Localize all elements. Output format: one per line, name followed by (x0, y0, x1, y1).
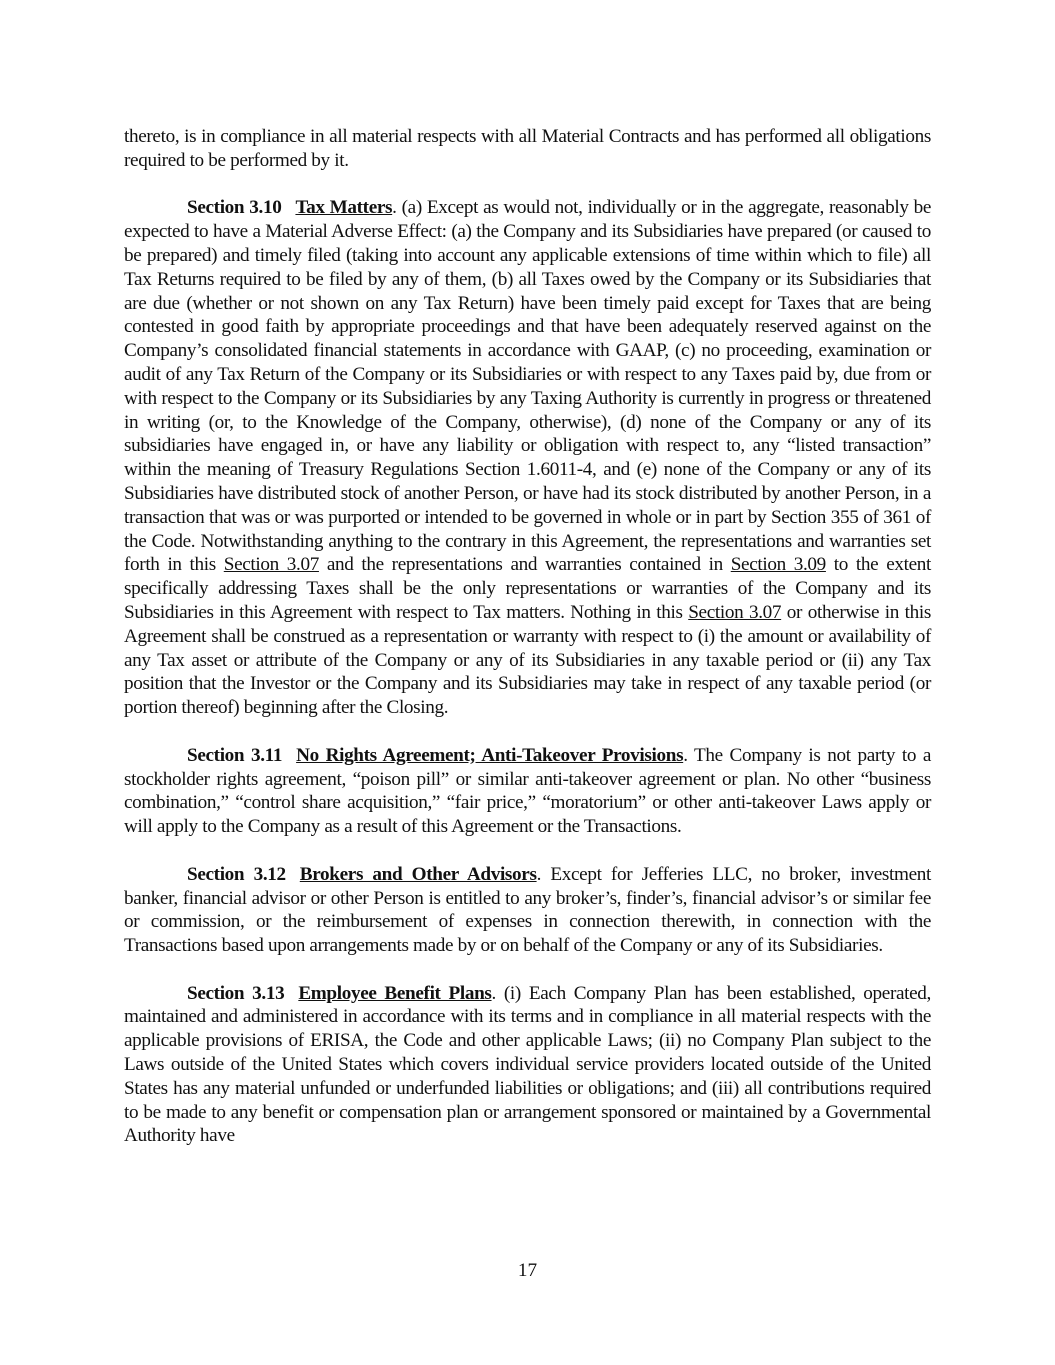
section-number: Section 3.10 (187, 197, 282, 219)
section-title: No Rights Agreement; Anti-Takeover Provisions (296, 744, 684, 766)
section-body: or otherwise in this Agreement shall be construed as a representation or warranty with respect to (i) the amount or availability of any Tax asset or attribute of the Company or any of its Subsidiaries in any taxable period or (ii) any Tax position that the Investor or the Company and its Subsidiaries may take in respect of any taxable period (or portion thereof) beginning after the Closing. (124, 601, 931, 719)
section-body: . The Company is not party to a stockholder rights agreement, “poison pill” or similar anti-takeover agreement or plan. No other “business combination,” “control share acquisition,” “fair price,” “moratorium” or other anti-takeover Laws apply or will apply to the Company as a result of this Agreement or the Transactions. (124, 744, 931, 838)
section-body: and the representations and warranties contained in (318, 554, 731, 576)
cross-reference-section-3-07[interactable]: Section 3.07 (688, 601, 782, 623)
section-title: Employee Benefit Plans (298, 982, 492, 1004)
section-3-11-no-rights-agreement (124, 744, 931, 839)
section-3-13-employee-benefit-plans (124, 982, 931, 1149)
section-3-10-tax-matters (124, 196, 931, 720)
section-body: to the extent specifically addressing Taxes shall be the only representations or warranties of the Company and its Subsidiaries in this Agreement with respect to Tax matters. Nothing in this (124, 554, 931, 623)
section-body: . (a) Except as would not, individually or in the aggregate, reasonably be expected to have a Material Adverse Effect: (a) the Company and its Subsidiaries have prepared (or caused to be prepared) and timely filed (taking into account any applicable extensions of time within which to file) all Tax Returns required to be filed by any of them, (b) all Taxes owed by the Company or its Subsidiaries that are due (whether or not shown on any Tax Return) have been timely paid except for Taxes that are being contested in good faith by appropriate proceedings and that have been adequately reserved against on the Company’s consolidated financial statements in accordance with GAAP, (c) no proceeding, examination or audit of any Tax Return of the Company or its Subsidiaries or with respect to any Taxes paid by, due from or with respect to the Company or its Subsidiaries by any Taxing Authority is currently in progress or threatened in writing (or, to the Knowledge of the Company, otherwise), (d) none of the Company or any of its subsidiaries have engaged in, or have any liability or obligation with respect to, any “listed transaction” within the meaning of Treasury Regulations Section 1.6011-4, and (e) none of the Company or any of its Subsidiaries have distributed stock of another Person, or have had its stock distributed by another Person, in a transaction that was or was purported or intended to be governed in whole or in part by Section 355 of 361 of the Code. Notwithstanding anything to the contrary in this Agreement, the representations and warranties set forth in this (124, 197, 931, 576)
section-number: Section 3.11 (187, 744, 283, 766)
section-number: Section 3.13 (187, 982, 285, 1004)
cross-reference-section-3-09[interactable]: Section 3.09 (730, 554, 826, 576)
section-body: . (i) Each Company Plan has been established, operated, maintained and administered in accordance with its terms and in compliance in all material respects with the applicable provisions of ERISA, the Code and other applicable Laws; (ii) no Company Plan subject to the Laws outside of the United States which covers individual service providers located outside of the United States has any material unfunded or underfunded liabilities or obligations; and (iii) all contributions required to be made to any benefit or compensation plan or arrangement sponsored or maintained by a Governmental Authority have (124, 982, 931, 1147)
continuation-paragraph: thereto, is in compliance in all material respects with all Material Contracts and has performed all obligations required to be performed by it. (124, 126, 931, 171)
page-number: 17 (517, 1260, 538, 1281)
cross-reference-section-3-07[interactable]: Section 3.07 (223, 554, 319, 576)
section-title: Brokers and Other Advisors (299, 863, 537, 885)
section-body: . Except for Jefferies LLC, no broker, investment banker, financial advisor or other Person is entitled to any broker’s, finder’s, financial advisor’s or similar fee or commission, or the reimbursement of expenses in connection therewith, in connection with the Transactions based upon arrangements made by or on behalf of the Company or any of its Subsidiaries. (124, 863, 931, 957)
section-number: Section 3.12 (187, 863, 286, 885)
section-title: Tax Matters (295, 197, 393, 219)
section-3-12-brokers-and-other-advisors (124, 863, 931, 958)
document-page (124, 125, 931, 1172)
